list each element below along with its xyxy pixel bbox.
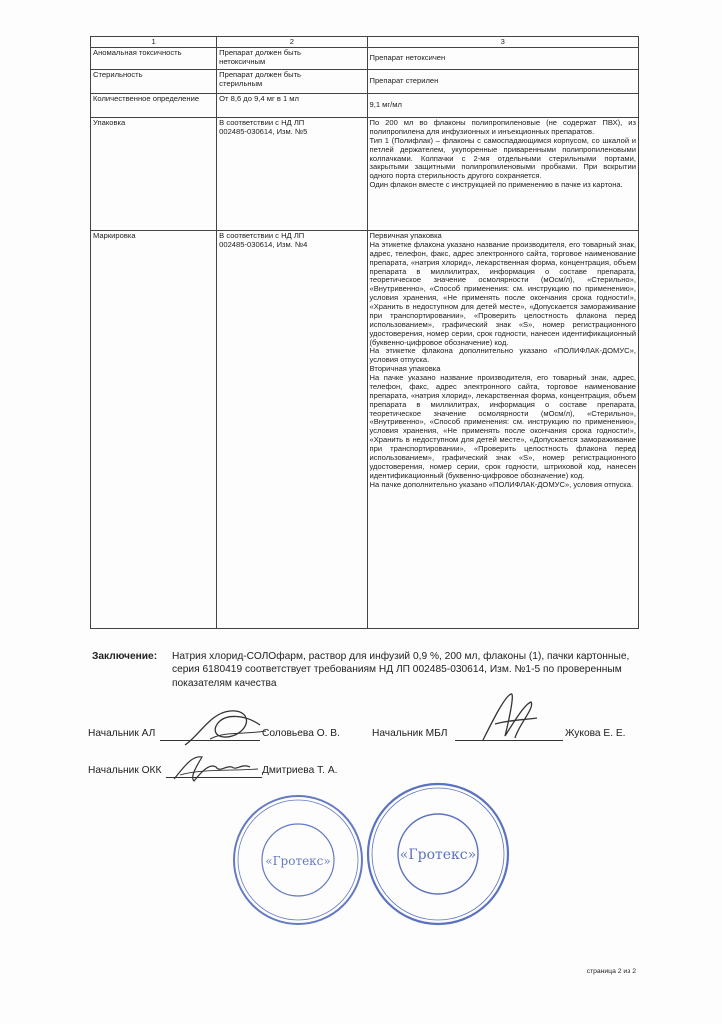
row-result: Препарат нетоксичен [367, 48, 639, 70]
requirement-line: 002485-030614, Изм. №4 [219, 239, 308, 249]
row-name: Упаковка [91, 118, 217, 231]
result-paragraph: Один флакон вместе с инструкцией по применению в пачке из картона. [369, 180, 623, 190]
handwritten-signature-okk [170, 745, 260, 789]
conclusion-block [92, 650, 652, 690]
row-name: Маркировка [91, 231, 217, 629]
table-row [91, 48, 639, 70]
result-paragraph: По 200 мл во флаконы полипропиленовые (не содержат ПВХ), из полипропилена для инфузионных и инъекционных препаратов. [369, 118, 636, 136]
result-paragraph: Тип 1 (Полифлак) – флаконы с самоспадающимся корпусом, со шкалой и петлей держателем, укупоренные приваренными полипропиленовыми колпачками. Колпачки с 2-мя отдельными стерильными портами, закрытыми защитными полипропиленовыми пробками. При вскрытии одного порта стерильность другого сохраняется. [369, 135, 636, 181]
row-requirement: От 8,6 до 9,4 мг в 1 мл [217, 94, 367, 118]
conclusion-text: Натрия хлорид-СОЛОфарм, раствор для инфузий 0,9 %, 200 мл, флаконы (1), пачки картонные, серия 6180419 соответствует требованиям НД ЛП 002485-030614, Изм. №1-5 по проверенным показателям качества [172, 651, 630, 689]
result-paragraph: На пачке указано название производителя, его товарный знак, адрес, телефон, факс, адрес электронного сайта, торговое наименование препарата, «натрия хлорид», лекарственная форма, концентрация, объем препарата в миллилитрах, информация о составе препарата, теоретическое значение осмолярности (мОсм/л), «Стерильно», «Внутривенно», «Способ применения: см. инструкцию по применению», условия хранения, «Не применять после окончания срока годности!», «Хранить в недоступном для детей месте», «Допускается замораживание при транспортировании», «Проверить целостность флакона перед использованием», графический знак «S», номер регистрационного удостоверения, номер серии, срок годности, штриховой код, нанесен идентификационный (буквенно-цифровое обозначение) код. [369, 373, 636, 480]
row-result: 9,1 мг/мл [367, 94, 639, 118]
row-name: Аномальная токсичность [91, 48, 217, 70]
signature-name-okk: Дмитриева Т. А. [262, 765, 338, 776]
requirement-line: В соответствии с НД ЛП [219, 118, 305, 127]
requirement-line: Препарат должен быть [219, 70, 302, 79]
row-result: Препарат стерилен [367, 70, 639, 94]
row-result [367, 118, 639, 231]
requirement-line: Препарат должен быть [219, 48, 302, 57]
row-requirement [217, 70, 367, 94]
col-header-1: 1 [91, 37, 217, 48]
signature-title-al: Начальник АЛ [88, 728, 156, 739]
requirement-line: стерильным [219, 78, 263, 88]
stamp-center-text: «Гротекс» [399, 847, 477, 863]
row-result [367, 231, 639, 629]
table-row [91, 231, 639, 629]
table-row [91, 70, 639, 94]
spec-table [90, 36, 639, 629]
result-paragraph: На этикетке флакона дополнительно указано «ПОЛИФЛАК-ДОМУС», условия отпуска. [369, 346, 636, 365]
row-requirement [217, 231, 367, 629]
stamp-center-text: «Гротекс» [265, 854, 331, 868]
table-row [91, 94, 639, 118]
col-header-2: 2 [217, 37, 367, 48]
result-paragraph: На пачке дополнительно указано «ПОЛИФЛАК-ДОМУС», условия отпуска. [369, 479, 634, 489]
table-header-row [91, 37, 639, 48]
requirement-line: 002485-030614, Изм. №5 [219, 126, 308, 136]
company-stamp-left [228, 790, 368, 930]
row-requirement [217, 118, 367, 231]
signature-title-okk: Начальник ОКК [88, 765, 162, 776]
row-name: Количественное определение [91, 94, 217, 118]
result-paragraph: На этикетке флакона указано название производителя, его товарный знак, адрес, телефон, факс, адрес электронного сайта, торговое наименование препарата, «натрия хлорид», лекарственная форма, концентрация, объем препарата в миллилитрах, информация о составе препарата, теоретическое значение осмолярности (мОсм/л), «Стерильно», «Внутривенно», «Способ применения: см. инструкцию по применению», условия хранения, «Не применять после окончания срока годности!», «Хранить в недоступном для детей месте», «Допускается замораживание при транспортировании», «Проверить целостность флакона перед использованием», графический знак «S», номер регистрационного удостоверения, номер серии, срок годности, нанесен идентификационный (буквенно-цифровое обозначение) код. [369, 239, 636, 347]
page-footer: страница 2 из 2 [586, 968, 636, 975]
requirement-line: В соответствии с НД ЛП [219, 231, 305, 240]
col-header-3: 3 [367, 37, 639, 48]
row-requirement [217, 48, 367, 70]
handwritten-signature-mbl [475, 690, 545, 750]
result-subheading: Первичная упаковка [369, 231, 442, 240]
signature-title-mbl: Начальник МБЛ [372, 728, 448, 739]
table-row [91, 118, 639, 231]
result-subheading: Вторичная упаковка [369, 364, 441, 374]
company-stamp-right [362, 778, 514, 930]
conclusion-label: Заключение: [92, 651, 158, 662]
signature-name-al: Соловьева О. В. [262, 728, 340, 739]
signature-name-mbl: Жукова Е. Е. [565, 728, 626, 739]
row-name: Стерильность [91, 70, 217, 94]
requirement-line: нетоксичным [219, 56, 266, 66]
